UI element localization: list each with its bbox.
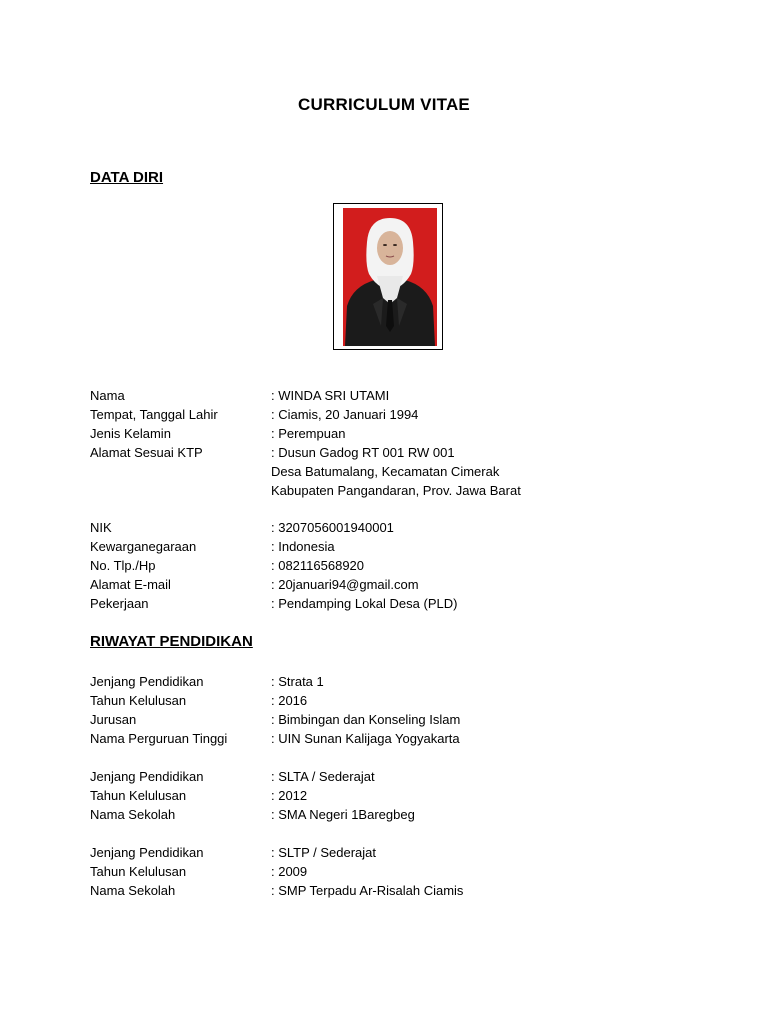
field-label: Nama Sekolah (90, 807, 176, 822)
field-value: : 082116568920 (271, 558, 365, 573)
list-item (90, 767, 415, 786)
section-heading-education: RIWAYAT PENDIDIKAN (90, 633, 253, 650)
list-item (90, 443, 521, 462)
list-item (90, 843, 463, 862)
field-value: : Indonesia (271, 539, 335, 554)
profile-photo (343, 208, 437, 346)
list-item (90, 462, 521, 481)
field-value: : Pendamping Lokal Desa (PLD) (271, 596, 458, 611)
field-label: Nama Sekolah (90, 883, 176, 898)
field-label: Tempat, Tanggal Lahir (90, 407, 218, 422)
education-group-1 (90, 672, 460, 748)
field-value: : SMA Negeri 1Baregbeg (271, 807, 415, 822)
field-value: : 3207056001940001 (271, 520, 394, 535)
field-value: Desa Batumalang, Kecamatan Cimerak (271, 464, 500, 479)
field-label: NIK (90, 520, 112, 535)
list-item (90, 691, 460, 710)
field-value: : 2012 (271, 788, 308, 803)
list-item (90, 881, 463, 900)
list-item (90, 710, 460, 729)
field-value: : SMP Terpadu Ar-Risalah Ciamis (271, 883, 464, 898)
list-item (90, 575, 457, 594)
document-title: CURRICULUM VITAE (298, 95, 470, 114)
field-value: : SLTA / Sederajat (271, 769, 375, 784)
field-label: Kewarganegaraan (90, 539, 197, 554)
list-item (90, 729, 460, 748)
field-value: : SLTP / Sederajat (271, 845, 377, 860)
field-label: Jenjang Pendidikan (90, 845, 204, 860)
profile-photo-frame (333, 203, 443, 350)
field-value: : 20januari94@gmail.com (271, 577, 419, 592)
field-value: Kabupaten Pangandaran, Prov. Jawa Barat (271, 483, 521, 498)
field-label: Tahun Kelulusan (90, 693, 187, 708)
field-label: Alamat Sesuai KTP (90, 445, 203, 460)
education-group-2 (90, 767, 415, 824)
personal-data-list (90, 386, 521, 500)
portrait-photo-icon (343, 208, 437, 346)
field-label: Jenjang Pendidikan (90, 674, 204, 689)
field-value: : Bimbingan dan Konseling Islam (271, 712, 461, 727)
field-label: Jenjang Pendidikan (90, 769, 204, 784)
field-value: : Dusun Gadog RT 001 RW 001 (271, 445, 455, 460)
field-label: Jenis Kelamin (90, 426, 171, 441)
field-value: : UIN Sunan Kalijaga Yogyakarta (271, 731, 460, 746)
list-item (90, 424, 521, 443)
field-label: No. Tlp./Hp (90, 558, 156, 573)
field-label: Nama Perguruan Tinggi (90, 731, 228, 746)
field-label: Nama (90, 388, 125, 403)
field-label: Pekerjaan (90, 596, 149, 611)
field-value: : Strata 1 (271, 674, 324, 689)
field-label: Tahun Kelulusan (90, 864, 187, 879)
section-heading-personal: DATA DIRI (90, 169, 164, 186)
list-item (90, 386, 521, 405)
list-item (90, 556, 457, 575)
list-item (90, 805, 415, 824)
list-item (90, 594, 457, 613)
list-item (90, 405, 521, 424)
list-item (90, 786, 415, 805)
field-value: : 2016 (271, 693, 308, 708)
field-value: : 2009 (271, 864, 308, 879)
list-item (90, 862, 463, 881)
list-item (90, 537, 457, 556)
list-item (90, 481, 521, 500)
field-label (90, 462, 271, 481)
field-value: : Ciamis, 20 Januari 1994 (271, 407, 419, 422)
field-label (90, 481, 271, 500)
list-item (90, 518, 457, 537)
field-label: Tahun Kelulusan (90, 788, 187, 803)
list-item (90, 672, 460, 691)
field-label: Jurusan (90, 712, 137, 727)
field-value: : Perempuan (271, 426, 346, 441)
education-group-3 (90, 843, 463, 900)
field-value: : WINDA SRI UTAMI (271, 388, 390, 403)
field-label: Alamat E-mail (90, 577, 171, 592)
personal-data-list-2 (90, 518, 457, 613)
